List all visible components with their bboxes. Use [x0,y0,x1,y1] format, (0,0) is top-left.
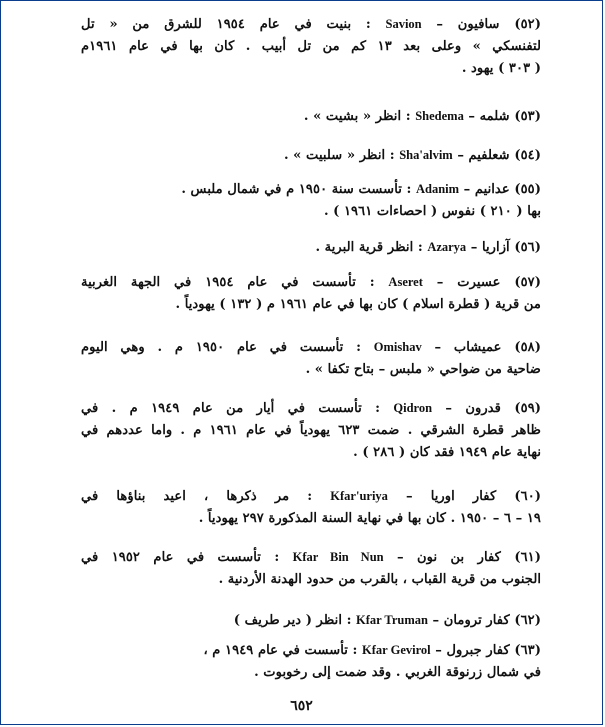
entry-number: (٥٥) [514,182,541,197]
entry-62 [81,609,541,632]
entry-54 [81,144,541,167]
entry-number: (٥٧) [514,275,541,290]
entry-61 [81,546,541,591]
entry-latin-name: Omishav [373,340,422,354]
entry-58 [81,336,541,381]
entry-text: : تأسست في عام ١٩٥٠ م . وهي اليوم [81,340,361,355]
entry-headline: (٥٥) عدانيم – Adanim : تأسست سنة ١٩٥٠ م في شمال ملبس . [181,182,541,197]
entry-line: ظاهر قطرة الشرقي . ضمت ٦٢٣ يهودياً في عام ١٩٦١ م . واما عددهم في [81,423,541,438]
entry-number: (٦٠) [514,489,541,504]
entry-text: : مر ذكرها ، اعيد بناؤها في [81,489,313,504]
entry-59 [81,397,541,464]
entry-55 [81,178,541,223]
entry-headline: (٥٩) قدرون – Qidron : تأسست في أيار من عام ١٩٤٩ م . في [81,401,541,416]
entry-latin-name: Adanim [415,182,460,196]
entry-name: قدرون [465,401,501,416]
entry-line: من قرية ( قطرة اسلام ) كان بها في عام ١٩٦١ م ( ١٣٢ ) يهودياً . [175,297,541,312]
entry-63 [81,639,541,684]
entry-name: آزاريا [481,240,510,255]
entry-latin-name: Savion [385,17,422,31]
entry-text: : بنيت في عام ١٩٥٤ للشرق من « تل [81,17,371,32]
entry-name: شلمه [479,109,510,124]
entry-number: (٦١) [514,550,541,565]
entry-text: : تأسست في أيار من عام ١٩٤٩ م . في [81,401,381,416]
entry-line: ضاحية من ضواحي « ملبس – بتاح تكفا » . [305,362,541,377]
entry-latin-name: Kfar'uriya [330,489,388,503]
entry-text: : انظر ( دير طريف ) [233,613,352,628]
entry-name: شعلفيم [468,148,510,163]
entry-number: (٥٩) [514,401,541,416]
entry-line: ( ٣٠٣ ) يهود . [461,61,541,76]
entry-53 [81,105,541,128]
entry-latin-name: Kfar Truman [356,613,428,627]
entry-name: كفار ترومان [443,613,510,628]
entry-line: في شمال زرنوقة الغربي . وقد ضمت إلى رخوبوت . [254,665,541,680]
entry-name: عميشاب [453,340,502,355]
entry-name: كفار اوريا [430,489,497,504]
entry-latin-name: Shedema [415,109,464,123]
entry-line: نهاية عام ١٩٤٩ فقد كان ( ٢٨٦ ) . [353,445,541,460]
entry-name: كفار بن نون [416,550,501,565]
entry-text: : تأسست في عام ١٩٥٤ في الجهة الغربية [81,275,375,290]
entry-text: : تأسست سنة ١٩٥٠ م في شمال ملبس . [181,182,412,197]
entry-latin-name: Azarya [427,240,467,254]
entry-headline: (٥٢) سافيون – Savion : بنيت في عام ١٩٥٤ للشرق من « تل [81,17,541,32]
entry-name: عدانيم [474,182,510,197]
entry-name: سافيون [457,17,500,32]
entry-text: : تأسست في عام ١٩٥٢ في [81,550,280,565]
entry-latin-name: Sha'alvim [399,148,453,162]
entry-name: عسيرت [457,275,501,290]
entry-line: بها ( ٢١٠ ) نفوس ( احصاءات ١٩٦١ ) . [323,204,541,219]
entry-headline: (٥٨) عميشاب – Omishav : تأسست في عام ١٩٥٠ م . وهي اليوم [81,340,541,355]
entry-headline: (٦٢) كفار ترومان – Kfar Truman : انظر ( دير طريف ) [233,613,541,628]
entry-text: : انظر « بشيت » . [303,109,411,124]
entry-line: لتفنسكي » وعلى بعد ١٣ كم من تل أبيب . كان بها في عام ١٩٦١م [81,39,541,54]
entry-56 [81,236,541,259]
entry-52 [81,13,541,80]
entry-latin-name: Kfar Gevirol [362,643,431,657]
entry-headline: (٥٤) شعلفيم – Sha'alvim : انظر « سلبيت » . [283,148,541,163]
entry-number: (٦٢) [514,613,541,628]
page-number: ٦٥٢ [290,698,313,714]
entry-line: ١٩ – ٦ – ١٩٥٠ . كان بها في نهاية السنة المذكورة ٢٩٧ يهودياً . [198,511,541,526]
entry-57 [81,271,541,316]
entry-name: كفار جبرول [446,643,510,658]
entry-number: (٦٣) [514,643,541,658]
entry-text: : انظر قرية البرية . [315,240,423,255]
entry-headline: (٦٠) كفار اوريا – Kfar'uriya : مر ذكرها ، اعيد بناؤها في [81,489,541,504]
entry-latin-name: Kfar Bin Nun [292,550,384,564]
entry-headline: (٥٣) شلمه – Shedema : انظر « بشيت » . [303,109,541,124]
entry-headline: (٦٣) كفار جبرول – Kfar Gevirol : تأسست في عام ١٩٤٩ م ، [203,643,541,658]
entry-line: الجنوب من قرية القباب ، بالقرب من حدود الهدنة الأردنية . [218,572,541,587]
entry-number: (٥٣) [514,109,541,124]
entry-text: : انظر « سلبيت » . [283,148,395,163]
entry-latin-name: Aseret [388,275,423,289]
entry-number: (٥٤) [514,148,541,163]
entry-headline: (٥٧) عسيرت – Aseret : تأسست في عام ١٩٥٤ في الجهة الغربية [81,275,541,290]
entry-text: : تأسست في عام ١٩٤٩ م ، [203,643,358,658]
entry-latin-name: Qidron [393,401,433,415]
entry-60 [81,485,541,530]
entry-number: (٥٦) [514,240,541,255]
entry-number: (٥٢) [514,17,541,32]
entry-headline: (٥٦) آزاريا – Azarya : انظر قرية البرية . [315,240,541,255]
entry-number: (٥٨) [514,340,541,355]
entry-headline: (٦١) كفار بن نون – Kfar Bin Nun : تأسست في عام ١٩٥٢ في [81,550,541,565]
